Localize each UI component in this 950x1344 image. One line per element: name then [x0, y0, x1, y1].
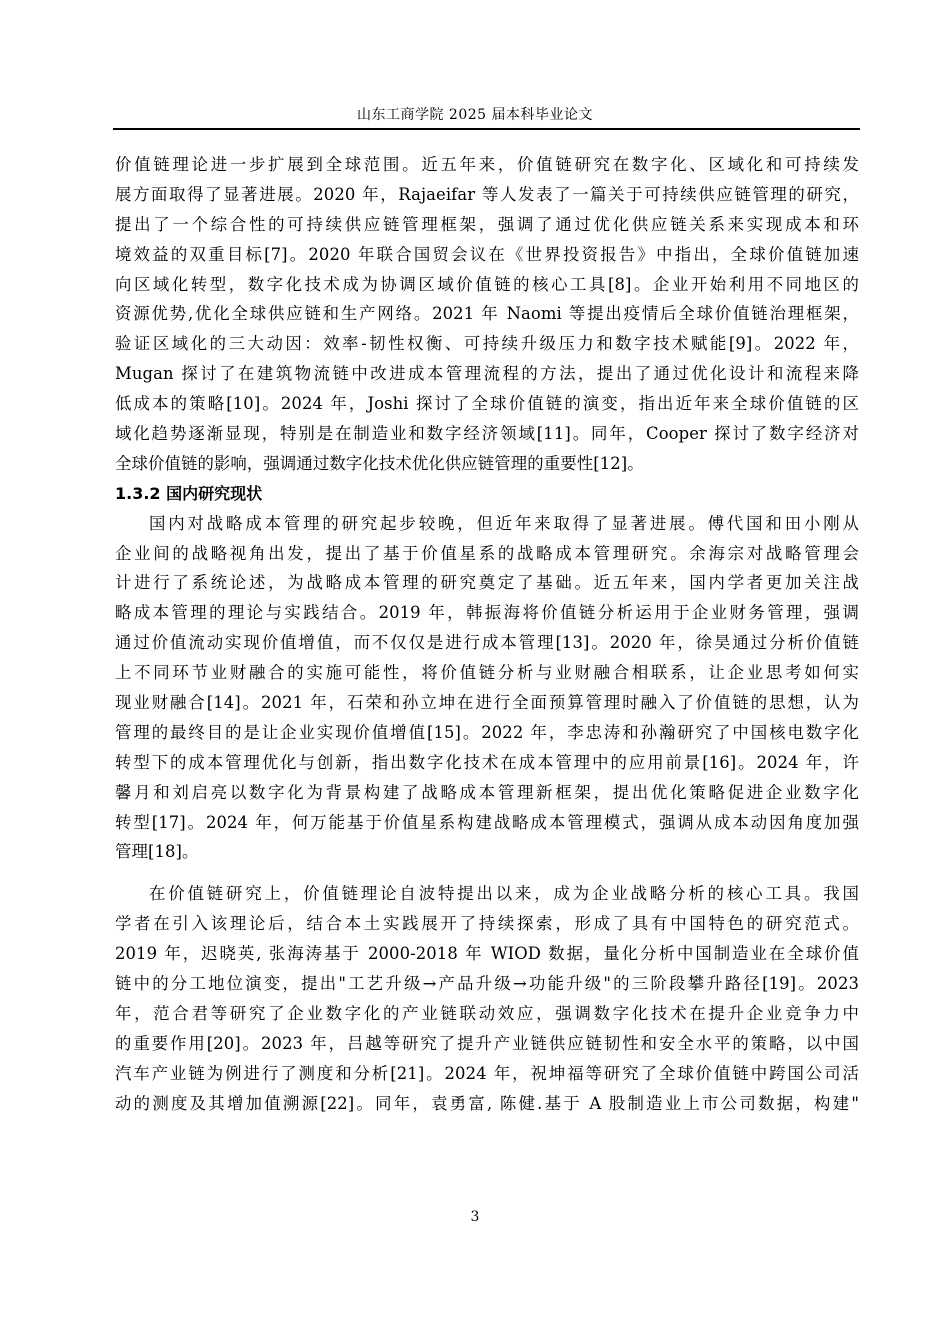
- text-line: 向区域化转型，数字化技术成为协调区域价值链的核心工具[8]。企业开始利用不同地区的: [115, 274, 859, 294]
- text-line: 国内对战略成本管理的研究起步较晚，但近年来取得了显著进展。傅代国和田小刚从: [149, 513, 859, 533]
- text-line: 资源优势,优化全球供应链和生产网络。2021 年 Naomi 等提出疫情后全球价值链治理框架，: [115, 304, 859, 324]
- text-line: 低成本的策略[10]。2024 年，Joshi 探讨了全球价值链的演变，指出近年来全球价值链的区: [115, 394, 859, 414]
- paragraph-gap: [115, 867, 859, 879]
- text-line: 价值链理论进一步扩展到全球范围。近五年来，价值链研究在数字化、区域化和可持续发: [115, 155, 859, 174]
- page-number: 3: [470, 1209, 480, 1225]
- text-line: 现业财融合[14]。2021 年，石荣和孙立坤在进行全面预算管理时融入了价值链的思想，认为: [115, 693, 859, 713]
- text-line: 域化趋势逐渐显现，特别是在制造业和数字经济领域[11]。同年，Cooper 探讨了数字经济对: [115, 424, 859, 444]
- text-line: 动的测度及其增加值溯源[22]。同年，袁勇富, 陈健.基于 A 股制造业上市公司数据，构建": [115, 1093, 859, 1113]
- text-line: 展方面取得了显著进展。2020 年，Rajaeifar 等人发表了一篇关于可持续供应链管理的研究，: [115, 184, 859, 204]
- text-line: 2019 年，迟晓英, 张海涛基于 2000-2018 年 WIOD 数据，量化分析中国制造业在全球价值: [115, 944, 859, 964]
- text-line: 馨月和刘启亮以数字化为背景构建了战略成本管理新框架，提出优化策略促进企业数字化: [115, 782, 859, 802]
- text-line: 管理[18]。: [115, 842, 199, 862]
- text-line: 境效益的双重目标[7]。2020 年联合国贸会议在《世界投资报告》中指出，全球价值链加速: [115, 244, 859, 264]
- text-line: 学者在引入该理论后，结合本土实践展开了持续探索，形成了具有中国特色的研究范式。: [115, 914, 859, 934]
- body-text: [115, 150, 859, 1119]
- section-heading: 1.3.2 国内研究现状: [115, 483, 263, 503]
- paragraph-2: [115, 509, 859, 868]
- text-line: 略成本管理的理论与实践结合。2019 年，韩振海将价值链分析运用于企业财务管理，强调: [115, 603, 859, 623]
- text-line: 通过价值流动实现价值增值，而不仅仅是进行成本管理[13]。2020 年，徐昊通过分析价值链: [115, 633, 859, 653]
- text-line: 验证区域化的三大动因：效率-韧性权衡、可持续升级压力和数字技术赋能[9]。2022 年，: [115, 334, 859, 354]
- text-line: 上不同环节业财融合的实施可能性，将价值链分析与业财融合相联系，让企业思考如何实: [115, 663, 859, 683]
- paragraph-1: [115, 150, 859, 479]
- text-line: 转型[17]。2024 年，何万能基于价值星系构建战略成本管理模式，强调从成本动因角度加强: [115, 812, 859, 832]
- running-header: 山东工商学院 2025 届本科毕业论文: [356, 107, 594, 123]
- text-line: 的重要作用[20]。2023 年，吕越等研究了提升产业链供应链韧性和安全水平的策略，以中国: [115, 1033, 859, 1053]
- paragraph-3: [115, 879, 859, 1118]
- text-line: 汽车产业链为例进行了测度和分析[21]。2024 年，祝坤福等研究了全球价值链中跨国公司活: [115, 1063, 859, 1083]
- text-line: Mugan 探讨了在建筑物流链中改进成本管理流程的方法，提出了通过优化设计和流程来降: [115, 364, 859, 384]
- header-rule: [113, 128, 860, 130]
- text-line: 计进行了系统论述，为战略成本管理的研究奠定了基础。近五年来，国内学者更加关注战: [115, 573, 859, 593]
- text-line: 全球价值链的影响，强调通过数字化技术优化供应链管理的重要性[12]。: [115, 453, 644, 473]
- text-line: 提出了一个综合性的可持续供应链管理框架，强调了通过优化供应链关系来实现成本和环: [115, 214, 859, 234]
- text-line: 管理的最终目的是让企业实现价值增值[15]。2022 年，李忠涛和孙瀚研究了中国核电数字化: [115, 722, 859, 742]
- text-line: 年，范合君等研究了企业数字化的产业链联动效应，强调数字化技术在提升企业竞争力中: [115, 1003, 859, 1023]
- text-line: 转型下的成本管理优化与创新，指出数字化技术在成本管理中的应用前景[16]。2024 年，许: [115, 752, 859, 772]
- text-line: 链中的分工地位演变，提出"工艺升级→产品升级→功能升级"的三阶段攀升路径[19]。2023: [115, 974, 859, 994]
- text-line: 在价值链研究上，价值链理论自波特提出以来，成为企业战略分析的核心工具。我国: [149, 884, 859, 904]
- text-line: 企业间的战略视角出发，提出了基于价值星系的战略成本管理研究。余海宗对战略管理会: [115, 543, 859, 563]
